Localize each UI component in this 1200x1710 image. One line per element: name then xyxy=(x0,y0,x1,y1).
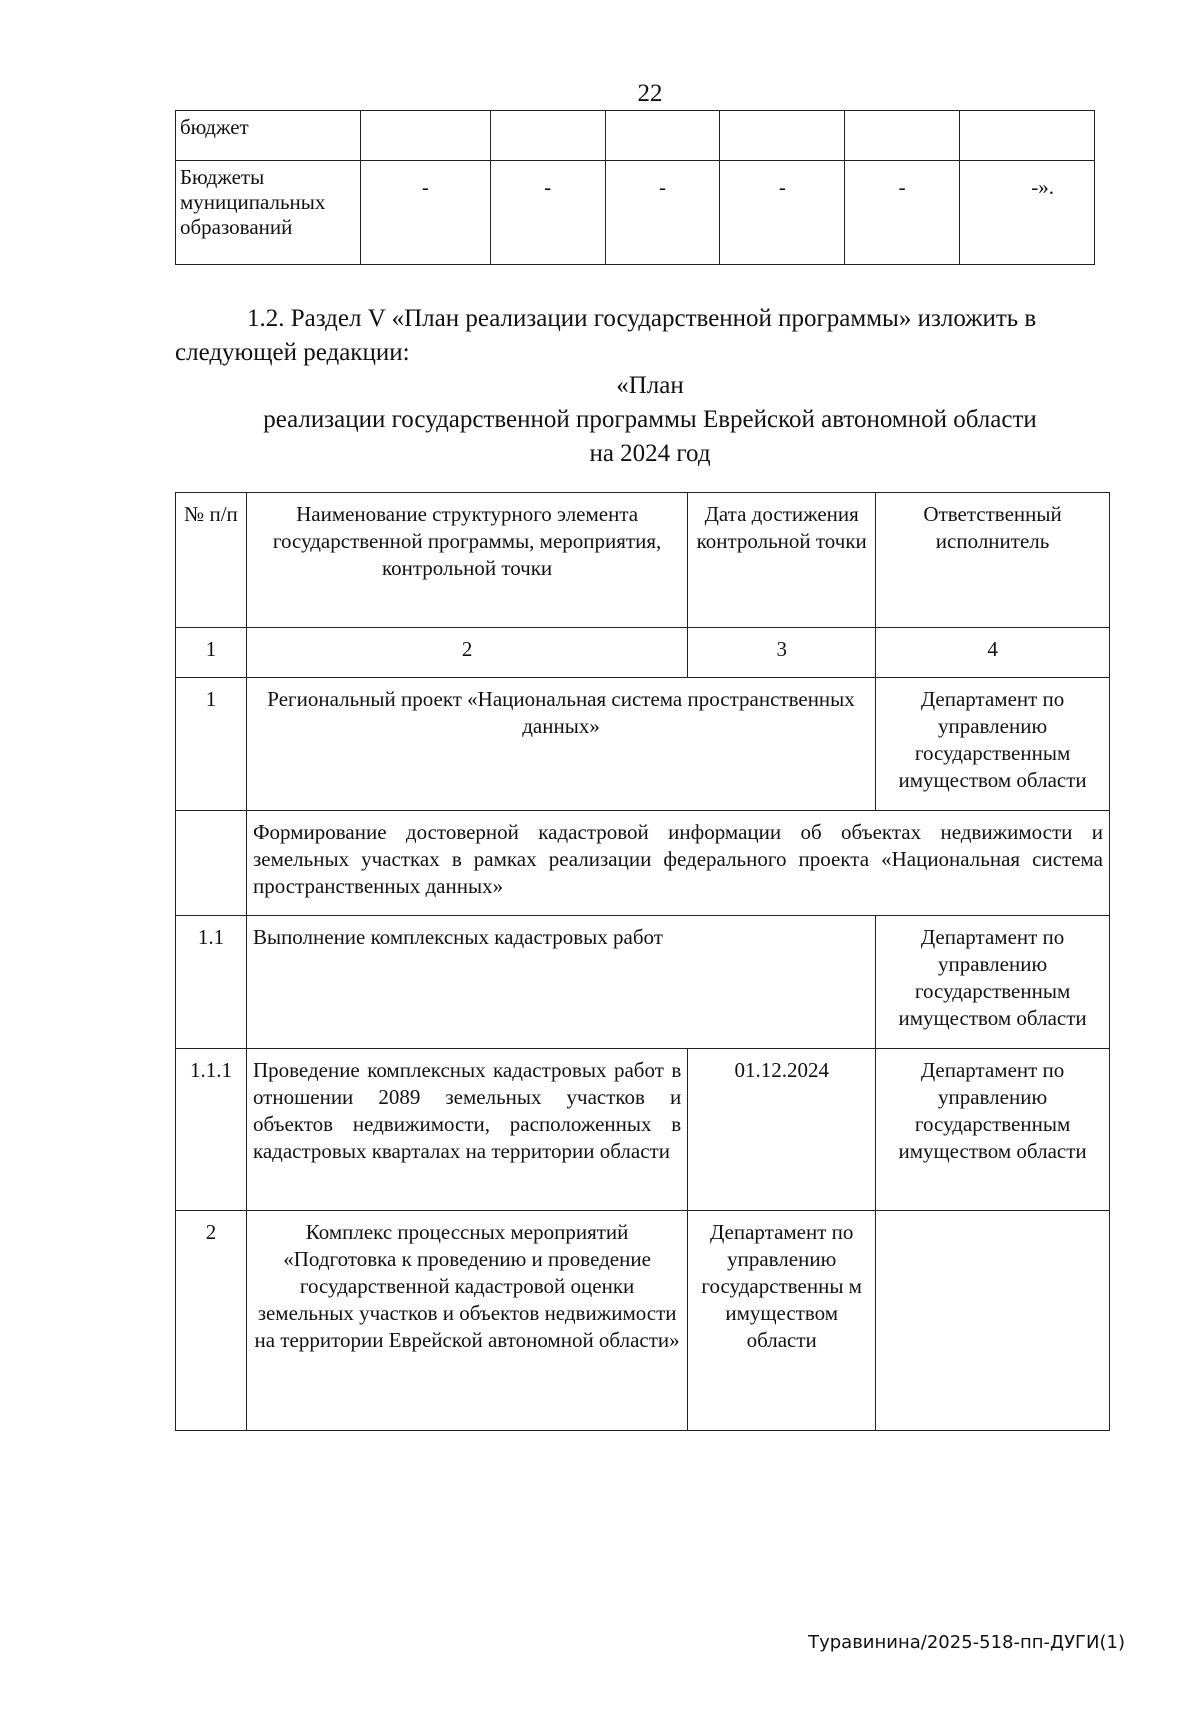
row-date: Департамент по управлению государственны м имуществом области xyxy=(688,1211,876,1431)
budget-cell: - xyxy=(490,161,605,265)
row-name: Проведение комплексных кадастровых работ в отношении 2089 земельных участков и объектов недвижимости, расположенных в кадастровых кварталах на территории области xyxy=(246,1049,687,1211)
row-number: 1.1.1 xyxy=(176,1049,247,1211)
municipal-budget-label: Бюджеты муниципальных образований xyxy=(176,161,361,265)
header-name: Наименование структурного элемента государственной программы, мероприятия, контрольной точки xyxy=(246,493,687,628)
budget-table xyxy=(175,110,1095,265)
plan-table xyxy=(175,492,1110,1431)
budget-cell: - xyxy=(360,161,490,265)
plan-title-line2: реализации государственной программы Еврейской автономной области xyxy=(263,406,1037,433)
budget-cell: -». xyxy=(960,161,1095,265)
header-date: Дата достижения контрольной точки xyxy=(688,493,876,628)
budget-cell: - xyxy=(605,161,720,265)
row-date: 01.12.2024 xyxy=(688,1049,876,1211)
budget-row-label: бюджет xyxy=(176,111,361,161)
header-number: № п/п xyxy=(176,493,247,628)
row-number: 2 xyxy=(176,1211,247,1431)
col-number: 3 xyxy=(688,628,876,678)
row-executor xyxy=(876,1211,1110,1431)
row-executor: Департамент по управлению государственным имуществом области xyxy=(876,1049,1110,1211)
row-executor: Департамент по управлению государственным имуществом области xyxy=(876,916,1110,1049)
budget-cell: - xyxy=(720,161,845,265)
row-executor: Департамент по управлению государственным имуществом области xyxy=(876,678,1110,811)
row-name: Формирование достоверной кадастровой информации об объектах недвижимости и земельных участках в рамках реализации федерального проекта «Национальная система пространственных данных» xyxy=(246,811,1109,916)
plan-title-line3: на 2024 год xyxy=(589,440,711,467)
document-footer: Туравинина/2025-518-пп-ДУГИ(1) xyxy=(808,1632,1125,1653)
row-number: 1.1 xyxy=(176,916,247,1049)
row-name: Выполнение комплексных кадастровых работ xyxy=(246,916,875,1049)
row-name: Региональный проект «Национальная система пространственных данных» xyxy=(246,678,875,811)
col-number: 2 xyxy=(246,628,687,678)
page-number: 22 xyxy=(637,80,663,107)
col-number: 4 xyxy=(876,628,1110,678)
col-number: 1 xyxy=(176,628,247,678)
header-executor: Ответственный исполнитель xyxy=(876,493,1110,628)
row-number xyxy=(176,811,247,916)
amendment-paragraph: 1.2. Раздел V «План реализации государственной программы» изложить в следующей редакции: xyxy=(175,305,1037,366)
row-name: Комплекс процессных мероприятий «Подготовка к проведению и проведение государственной кадастровой оценки земельных участков и объектов недвижимости на территории Еврейской автономной области» xyxy=(246,1211,687,1431)
plan-title-line1: «План xyxy=(616,372,684,399)
budget-cell: - xyxy=(845,161,960,265)
row-number: 1 xyxy=(176,678,247,811)
